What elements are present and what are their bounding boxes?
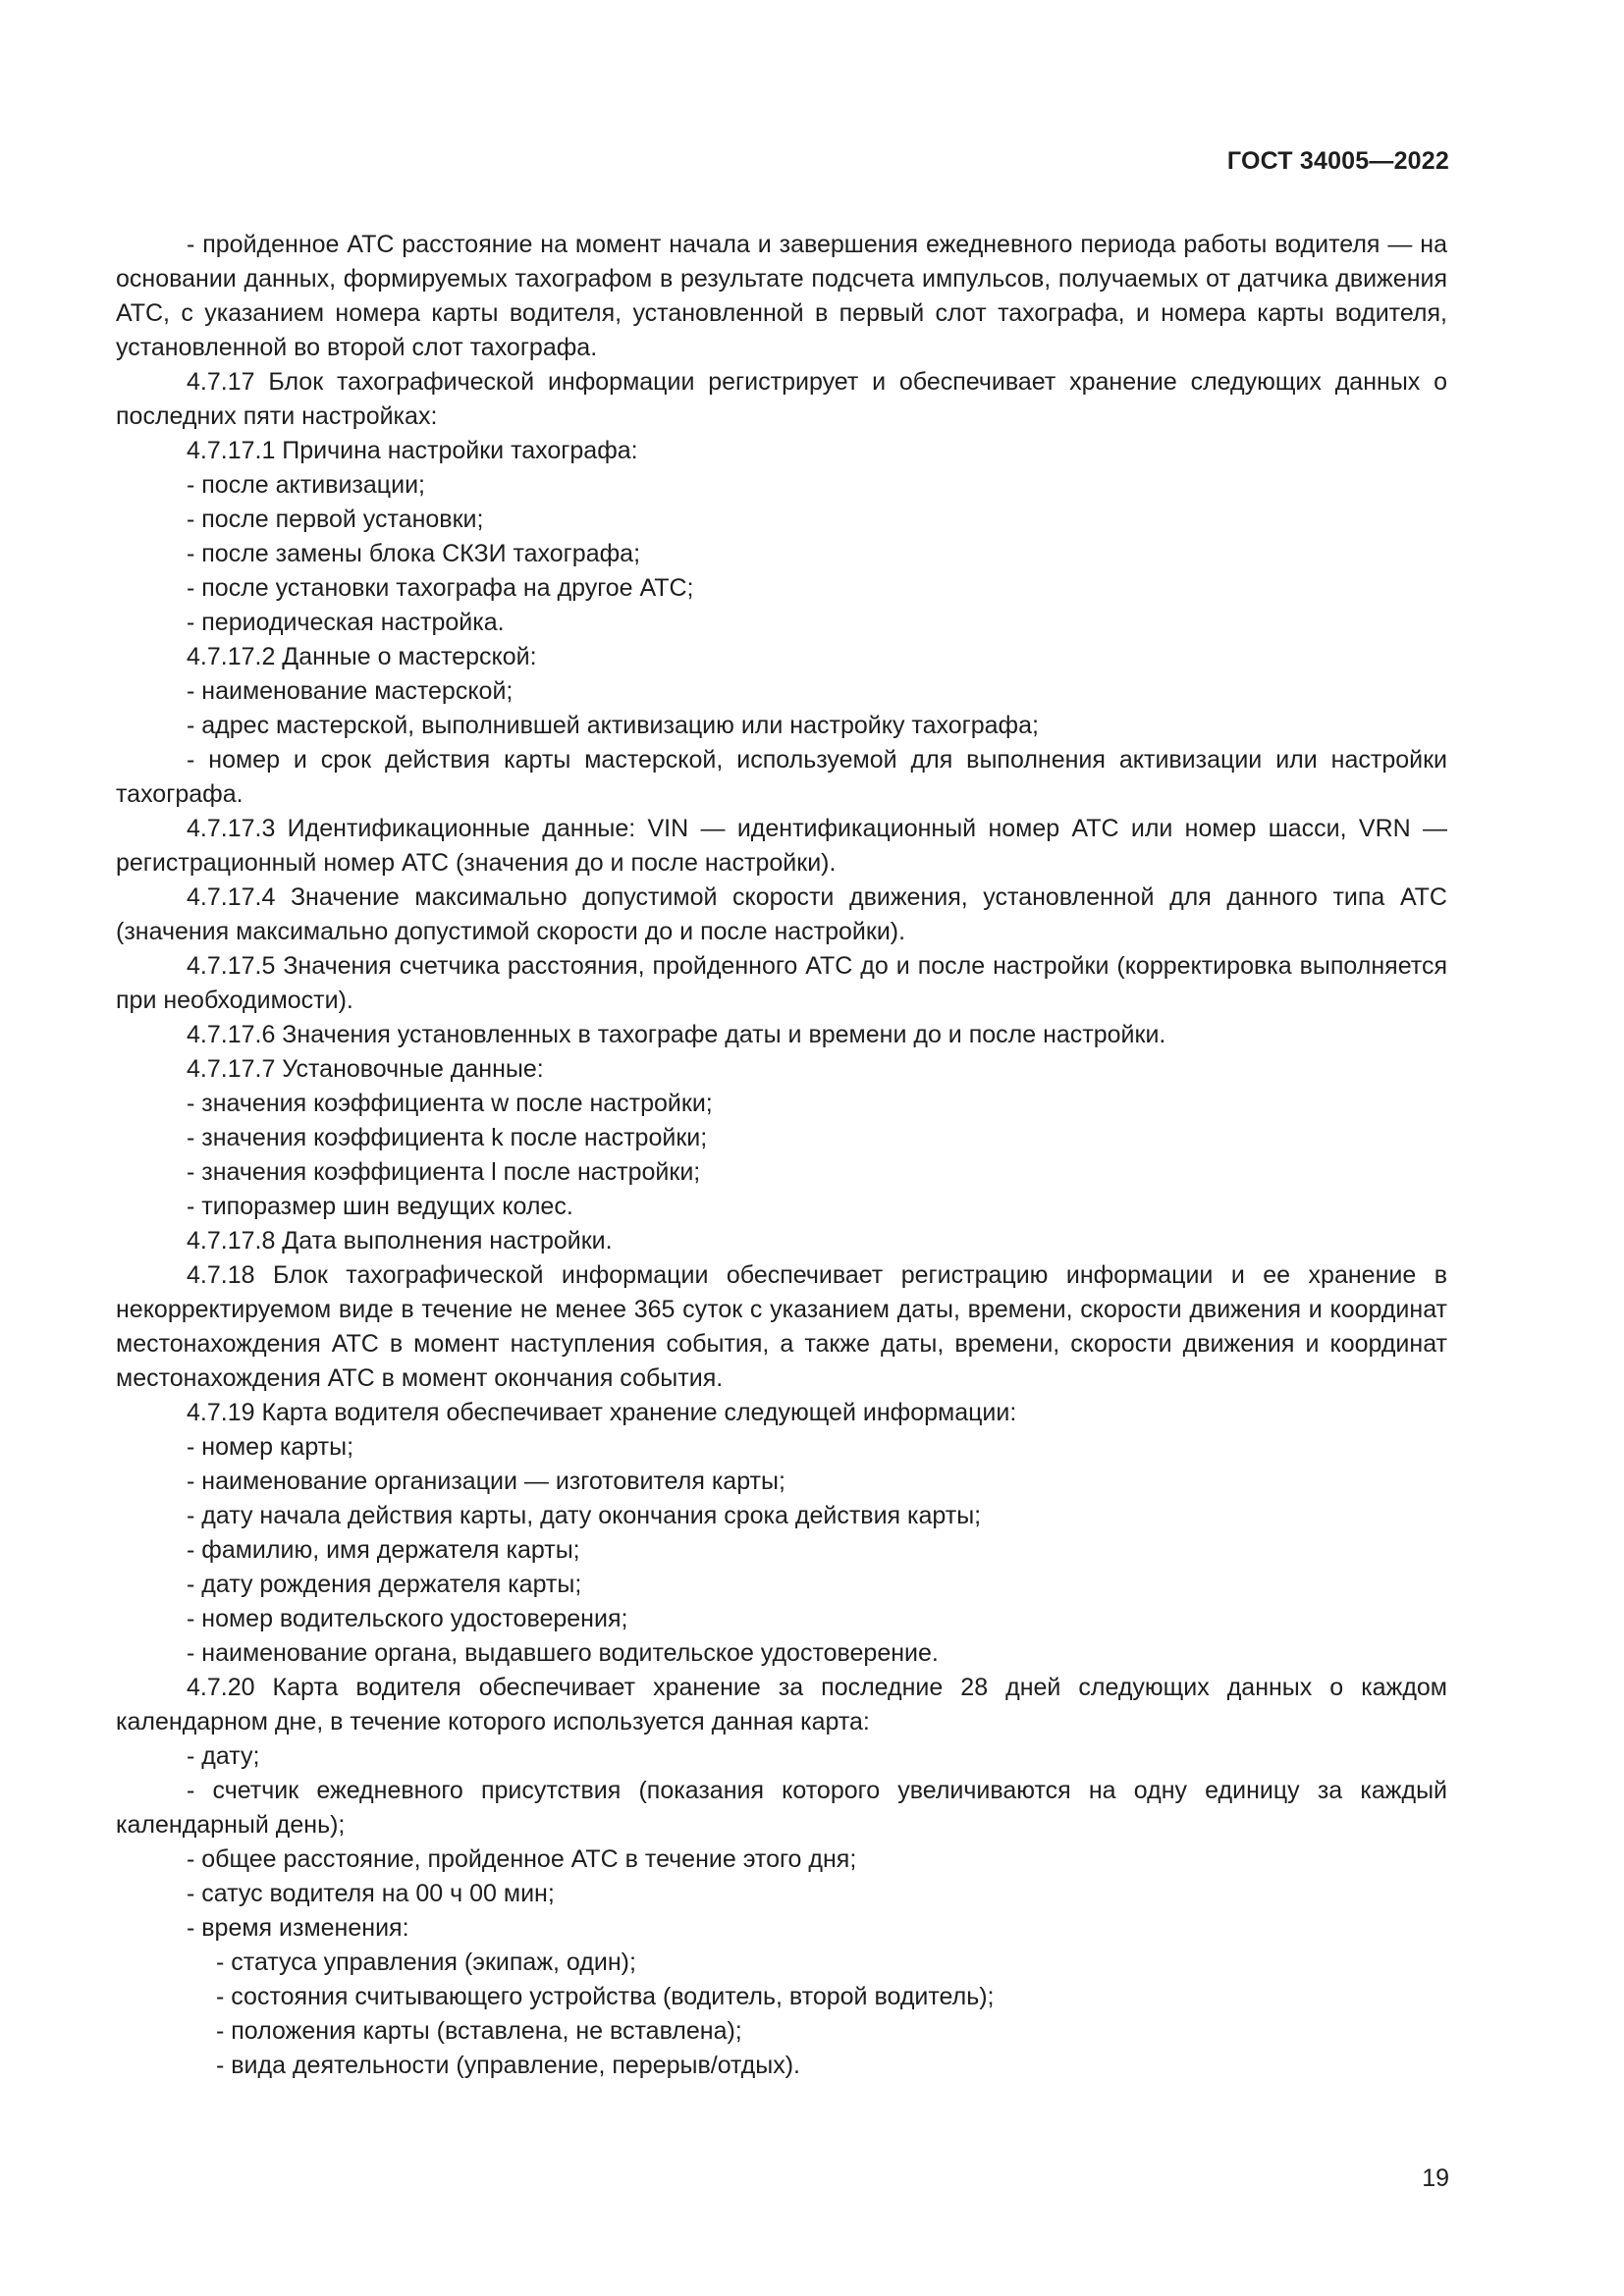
list-item: - адрес мастерской, выполнившей активизацию или настройку тахографа; xyxy=(187,712,1039,739)
list-item: - после установки тахографа на другое АТС; xyxy=(187,574,694,602)
list-item: - после активизации; xyxy=(187,471,425,499)
document-body xyxy=(116,228,1447,2083)
section-4-7-19: 4.7.19 Карта водителя обеспечивает хранение следующей информации: xyxy=(187,1399,1017,1426)
sub-list-item: - положения карты (вставлена, не вставлена); xyxy=(216,2017,742,2045)
list-item: - номер водительского удостоверения; xyxy=(187,1605,628,1632)
list-item: - дату рождения держателя карты; xyxy=(187,1571,582,1598)
section-4-7-17-8: 4.7.17.8 Дата выполнения настройки. xyxy=(187,1227,613,1255)
list-item: - счетчик ежедневного присутствия (показания которого увеличиваются на одну единицу за каждый календарный день); xyxy=(116,1777,1447,1839)
section-4-7-17-4: 4.7.17.4 Значение максимально допустимой скорости движения, установленной для данного типа АТС (значения максимально допустимой скорости до и после настройки). xyxy=(116,883,1447,945)
list-item: - дату; xyxy=(187,1742,260,1770)
sub-list-item: - состояния считывающего устройства (водитель, второй водитель); xyxy=(216,1983,995,2010)
list-item: - сатус водителя на 00 ч 00 мин; xyxy=(187,1880,555,1907)
list-item: - периодическая настройка. xyxy=(187,609,505,636)
document-code: ГОСТ 34005—2022 xyxy=(1226,147,1449,175)
section-4-7-18: 4.7.18 Блок тахографической информации обеспечивает регистрацию информации и ее хранение в некорректируемом виде в течение не менее 365 суток с указанием даты, времени, скорости движения и координат местонахождения АТС в момент наступления события, а также даты, времени, скорости движения и координат местонахождения АТС в момент окончания события. xyxy=(116,1261,1447,1392)
list-item: - значения коэффициента l после настройки; xyxy=(187,1158,701,1186)
list-item: - номер карты; xyxy=(187,1433,354,1461)
list-item: - дату начала действия карты, дату окончания срока действия карты; xyxy=(187,1502,982,1529)
list-item: - значения коэффициента w после настройки; xyxy=(187,1090,713,1117)
list-item: - после замены блока СКЗИ тахографа; xyxy=(187,540,641,567)
list-item: - типоразмер шин ведущих колес. xyxy=(187,1193,573,1220)
list-item: - наименование организации — изготовителя карты; xyxy=(187,1468,785,1495)
paragraph-distance-summary: - пройденное АТС расстояние на момент начала и завершения ежедневного периода работы водителя — на основании данных, формируемых тахографом в результате подсчета импульсов, получаемых от датчика движения АТС, с указанием номера карты водителя, установленной в первый слот тахографа, и номера карты водителя, установленной во второй слот тахографа. xyxy=(116,231,1447,361)
section-4-7-17-2: 4.7.17.2 Данные о мастерской: xyxy=(187,643,537,670)
section-4-7-17-3: 4.7.17.3 Идентификационные данные: VIN — идентификационный номер АТС или номер шасси, VRN — регистрационный номер АТС (значения до и после настройки). xyxy=(116,815,1447,877)
page-number: 19 xyxy=(1422,2164,1449,2192)
sub-list-item: - статуса управления (экипаж, один); xyxy=(216,1949,636,1976)
section-4-7-17-6: 4.7.17.6 Значения установленных в тахографе даты и времени до и после настройки. xyxy=(187,1021,1166,1048)
list-item: - фамилию, имя держателя карты; xyxy=(187,1536,580,1564)
list-item: - после первой установки; xyxy=(187,506,484,533)
section-4-7-17-1: 4.7.17.1 Причина настройки тахографа: xyxy=(187,437,638,464)
list-item: - наименование органа, выдавшего водительское удостоверение. xyxy=(187,1639,939,1667)
section-4-7-17-5: 4.7.17.5 Значения счетчика расстояния, пройденного АТС до и после настройки (корректировка выполняется при необходимости). xyxy=(116,952,1447,1014)
list-item: - значения коэффициента k после настройки; xyxy=(187,1124,708,1151)
list-item: - общее расстояние, пройденное АТС в течение этого дня; xyxy=(187,1845,857,1873)
sub-list-item: - вида деятельности (управление, перерыв/отдых). xyxy=(216,2052,800,2079)
section-4-7-17-7: 4.7.17.7 Установочные данные: xyxy=(187,1055,544,1083)
section-4-7-17: 4.7.17 Блок тахографической информации регистрирует и обеспечивает хранение следующих данных о последних пяти настройках: xyxy=(116,368,1447,430)
list-item: - наименование мастерской; xyxy=(187,677,514,705)
list-item: - время изменения: xyxy=(187,1914,409,1942)
section-4-7-20: 4.7.20 Карта водителя обеспечивает хранение за последние 28 дней следующих данных о каждом календарном дне, в течение которого используется данная карта: xyxy=(116,1674,1447,1735)
list-item: - номер и срок действия карты мастерской, используемой для выполнения активизации или настройки тахографа. xyxy=(116,746,1447,808)
